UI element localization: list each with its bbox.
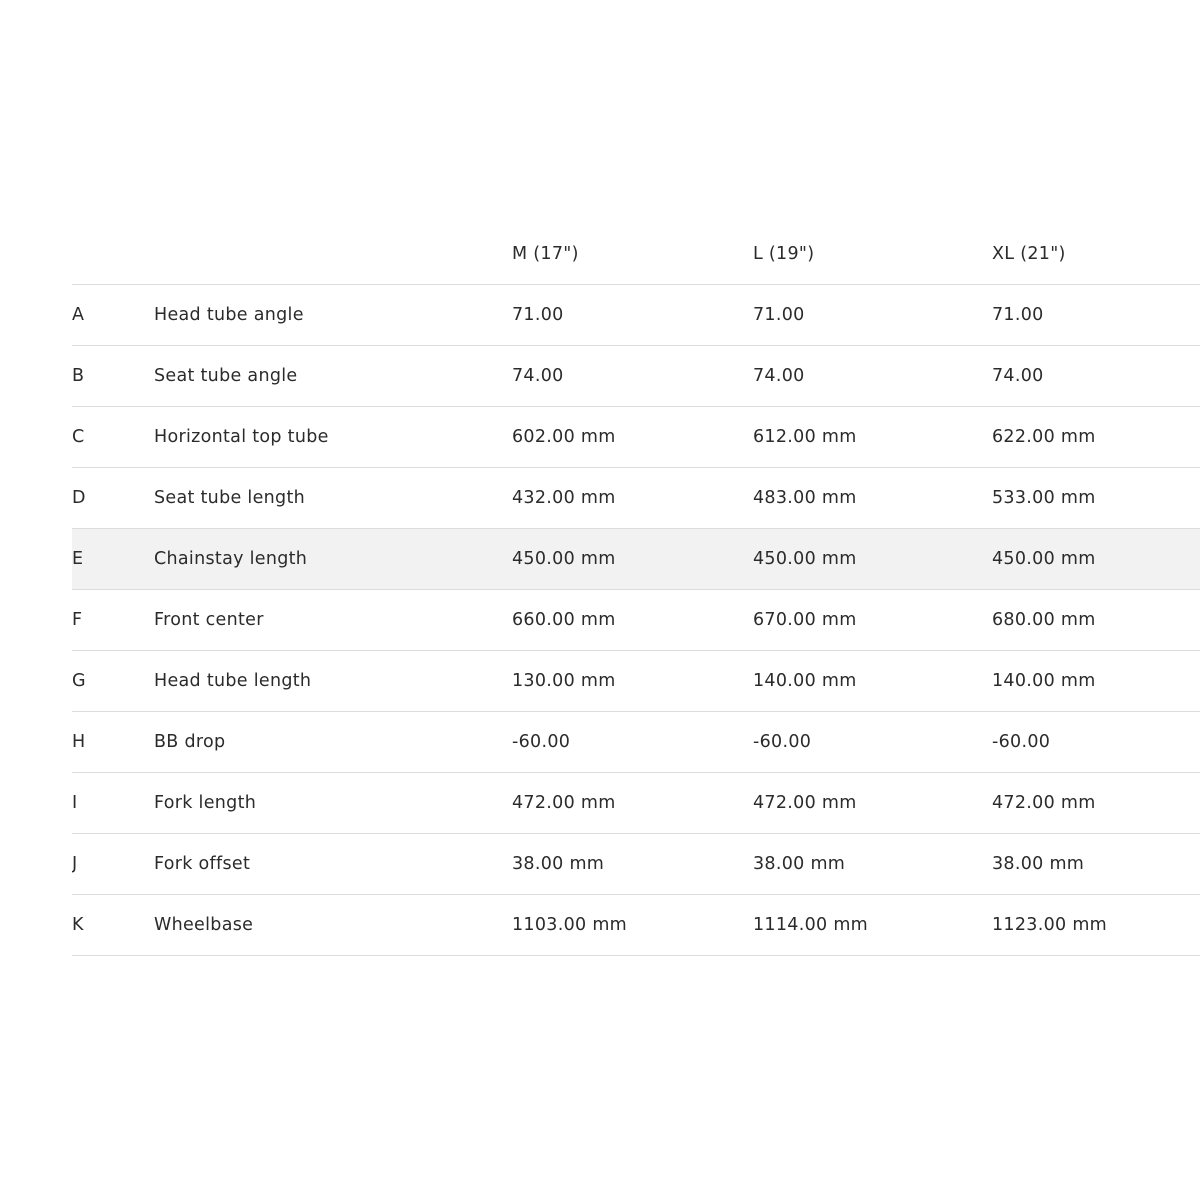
value-size-xl: -60.00 bbox=[992, 712, 1200, 773]
value-size-m: 472.00 mm bbox=[512, 773, 753, 834]
row-label: Chainstay length bbox=[154, 529, 512, 590]
row-label: Horizontal top tube bbox=[154, 407, 512, 468]
value-size-l: 472.00 mm bbox=[753, 773, 992, 834]
value-size-l: 1114.00 mm bbox=[753, 895, 992, 956]
table-row bbox=[72, 651, 1200, 712]
row-letter: J bbox=[72, 834, 154, 895]
header-size-l: L (19") bbox=[753, 223, 992, 285]
table-row bbox=[72, 285, 1200, 346]
row-label: Head tube length bbox=[154, 651, 512, 712]
value-size-l: 140.00 mm bbox=[753, 651, 992, 712]
table-body bbox=[72, 285, 1200, 956]
value-size-m: 1103.00 mm bbox=[512, 895, 753, 956]
table-row bbox=[72, 712, 1200, 773]
value-size-m: 450.00 mm bbox=[512, 529, 753, 590]
row-letter: E bbox=[72, 529, 154, 590]
geometry-table bbox=[72, 223, 1200, 956]
header-size-xl: XL (21") bbox=[992, 223, 1200, 285]
row-label: Seat tube length bbox=[154, 468, 512, 529]
row-letter: A bbox=[72, 285, 154, 346]
value-size-m: 71.00 bbox=[512, 285, 753, 346]
row-letter: K bbox=[72, 895, 154, 956]
row-label: Head tube angle bbox=[154, 285, 512, 346]
table-row bbox=[72, 773, 1200, 834]
table-row bbox=[72, 834, 1200, 895]
header-label-column bbox=[154, 223, 512, 285]
value-size-xl: 1123.00 mm bbox=[992, 895, 1200, 956]
value-size-m: 74.00 bbox=[512, 346, 753, 407]
value-size-m: 602.00 mm bbox=[512, 407, 753, 468]
value-size-l: 483.00 mm bbox=[753, 468, 992, 529]
table-row bbox=[72, 468, 1200, 529]
value-size-m: 38.00 mm bbox=[512, 834, 753, 895]
table-row bbox=[72, 590, 1200, 651]
header-letter-column bbox=[72, 223, 154, 285]
value-size-l: 71.00 bbox=[753, 285, 992, 346]
value-size-l: -60.00 bbox=[753, 712, 992, 773]
value-size-l: 670.00 mm bbox=[753, 590, 992, 651]
value-size-xl: 140.00 mm bbox=[992, 651, 1200, 712]
table-row bbox=[72, 895, 1200, 956]
value-size-m: 660.00 mm bbox=[512, 590, 753, 651]
value-size-m: 432.00 mm bbox=[512, 468, 753, 529]
value-size-xl: 71.00 bbox=[992, 285, 1200, 346]
row-letter: H bbox=[72, 712, 154, 773]
table-row bbox=[72, 346, 1200, 407]
row-letter: D bbox=[72, 468, 154, 529]
table-row bbox=[72, 529, 1200, 590]
row-letter: F bbox=[72, 590, 154, 651]
value-size-m: 130.00 mm bbox=[512, 651, 753, 712]
header-size-m: M (17") bbox=[512, 223, 753, 285]
row-letter: I bbox=[72, 773, 154, 834]
value-size-xl: 74.00 bbox=[992, 346, 1200, 407]
table-row bbox=[72, 407, 1200, 468]
value-size-xl: 622.00 mm bbox=[992, 407, 1200, 468]
value-size-xl: 38.00 mm bbox=[992, 834, 1200, 895]
row-letter: B bbox=[72, 346, 154, 407]
value-size-l: 612.00 mm bbox=[753, 407, 992, 468]
row-label: Wheelbase bbox=[154, 895, 512, 956]
row-label: Fork length bbox=[154, 773, 512, 834]
value-size-m: -60.00 bbox=[512, 712, 753, 773]
row-letter: G bbox=[72, 651, 154, 712]
value-size-l: 38.00 mm bbox=[753, 834, 992, 895]
value-size-xl: 472.00 mm bbox=[992, 773, 1200, 834]
value-size-xl: 680.00 mm bbox=[992, 590, 1200, 651]
table-header-row bbox=[72, 223, 1200, 285]
value-size-l: 450.00 mm bbox=[753, 529, 992, 590]
row-label: BB drop bbox=[154, 712, 512, 773]
value-size-xl: 533.00 mm bbox=[992, 468, 1200, 529]
row-label: Seat tube angle bbox=[154, 346, 512, 407]
row-label: Front center bbox=[154, 590, 512, 651]
value-size-l: 74.00 bbox=[753, 346, 992, 407]
row-letter: C bbox=[72, 407, 154, 468]
value-size-xl: 450.00 mm bbox=[992, 529, 1200, 590]
row-label: Fork offset bbox=[154, 834, 512, 895]
